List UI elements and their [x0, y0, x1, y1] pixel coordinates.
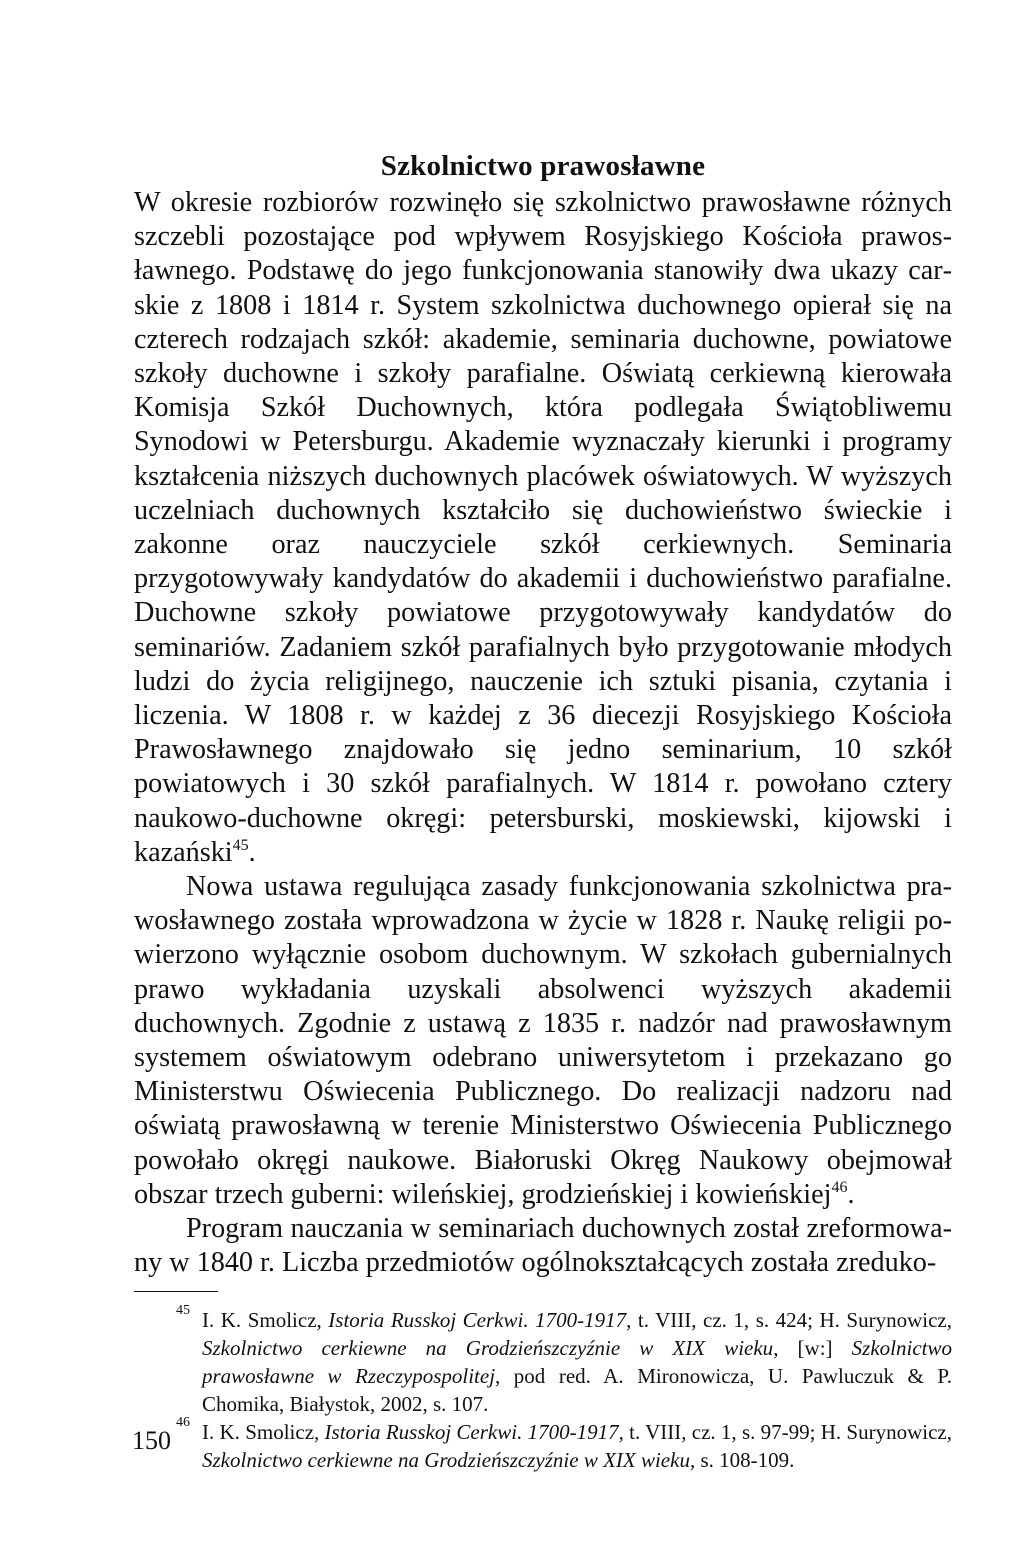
footnote-45: [134, 1302, 952, 1418]
footnote-46: [134, 1414, 952, 1474]
footnotes: [134, 1302, 952, 1474]
paragraph-3-text: Program nauczania w seminariach duchownych został zreformowany w 1840 r. Liczba przedmiotów ogólnokształcących została zreduko-: [134, 1213, 952, 1279]
footnote-ref-46: 46: [831, 1178, 848, 1196]
footnote-46-text-1: I. K. Smolicz,: [202, 1419, 325, 1444]
footnote-45-title-3: Szkolnictwo prawosławne w Rzeczypospolitej: [202, 1335, 952, 1388]
paragraph-2: Nowa ustawa regulująca zasady funkcjonowania szkolnictwa prawosławnego została wprowadzona w życie w 1828 r. Naukę religii powierzono wyłącznie osobom duchownym. W szkołach gubernialnych prawo wykładania uzyskali absolwenci wyższych akademii duchownych. Zgodnie z ustawą z 1835 r. nadzór nad prawosławnym systemem oświatowym odebrano uniwersytetom i przekazano go Ministerstwu Oświecenia Publicznego. Do realizacji nadzoru nad oświatą prawosławną w terenie Ministerstwo Oświecenia Publicznego powołało okręgi naukowe. Białoruski Okręg Naukowy obejmował obszar trzech guberni: wileńskiej, grodzieńskiej i kowieńskiej$^{46}$.: [134, 871, 952, 1210]
footnote-number: 45: [176, 1302, 190, 1318]
footnote-divider: [134, 1291, 218, 1292]
footnote-45-text-2: , t. VIII, cz. 1, s. 424; H. Surynowicz,: [626, 1307, 952, 1332]
footnote-45-title-2: Szkolnictwo cerkiewne na Grodzieńszczyźnie w XIX wieku: [202, 1335, 774, 1360]
paragraph-1: W okresie rozbiorów rozwinęło się szkolnictwo prawosławne różnych szczebli pozostające pod wpływem Rosyjskiego Kościoła prawosławnego. Podstawę do jego funkcjonowania stanowiły dwa ukazy carskie z 1808 i 1814 r. System szkolnictwa duchownego opierał się na czterech rodzajach szkół: akademie, seminaria duchowne, powiatowe szkoły duchowne i szkoły parafialne. Oświatą cerkiewną kierowała Komisja Szkół Duchownych, która podlegała Świątobliwemu Synodowi w Petersburgu. Akademie wyznaczały kierunki i programy kształcenia niższych duchownych placówek oświatowych. W wyższych uczelniach duchownych kształciło się duchowieństwo świeckie i zakonne oraz nauczyciele szkół cerkiewnych. Seminaria przygotowywały kandydatów do akademii i duchowieństwo parafialne. Duchowne szkoły powiatowe przygotowywały kandydatów do seminariów. Zadaniem szkół parafialnych było przygotowanie młodych ludzi do życia religijnego, nauczenie ich sztuki pisania, czytania i liczenia. W 1808 r. w każdej z 36 diecezji Rosyjskiego Kościoła Prawosławnego znajdowało się jedno seminarium, 10 szkół powiatowych i 30 szkół parafialnych. W 1814 r. powołano cztery naukowo-duchowne okręgi: petersburski, moskiewski, kijowski i kazański$^{45}$.: [134, 187, 952, 868]
footnote-number: 46: [176, 1414, 190, 1430]
footnote-45-text-1: I. K. Smolicz,: [202, 1307, 329, 1332]
footnote-46-title-1: Istoria Russkoj Cerkwi. 1700-1917: [324, 1419, 619, 1444]
footnote-45-text-3: , [w:]: [773, 1335, 852, 1360]
footnote-46-title-2: Szkolnictwo cerkiewne na Grodzieńszczyźnie w XIX wieku: [202, 1447, 690, 1472]
footnote-45-text-4: , pod red. A. Mironowicza, U. Pawluczuk & P. Chomika, Białystok, 2002, s. 107.: [202, 1363, 952, 1416]
section-title: Szkolnictwo prawosławne: [380, 150, 706, 182]
paragraph-3: [134, 1212, 952, 1280]
paragraph-2-text: Nowa ustawa regulująca zasady funkcjonowania szkolnictwa prawosławnego została wprowadzona w życie w 1828 r. Naukę religii powierzono wyłącznie osobom duchownym. W szkołach gubernialnych prawo wykładania uzyskali absolwenci wyższych akademii duchownych. Zgodnie z ustawą z 1835 r. nadzór nad prawosławnym systemem oświatowym odebrano uniwersytetom i przekazano go Ministerstwu Oświecenia Publicznego. Do realizacji nadzoru nad oświatą prawosławną w terenie Ministerstwo Oświecenia Publicznego powołało okręgi naukowe. Białoruski Okręg Naukowy obejmował obszar trzech guberni: wileńskiej, grodzieńskiej i kowieńskiej: [134, 871, 952, 1210]
footnote-46-text-2: , t. VIII, cz. 1, s. 97-99; H. Surynowicz,: [618, 1419, 952, 1444]
paragraph-1-text: W okresie rozbiorów rozwinęło się szkolnictwo prawosławne różnych szczebli pozostające pod wpływem Rosyjskiego Kościoła prawosławnego. Podstawę do jego funkcjonowania stanowiły dwa ukazy carskie z 1808 i 1814 r. System szkolnictwa duchownego opierał się na czterech rodzajach szkół: akademie, seminaria duchowne, powiatowe szkoły duchowne i szkoły parafialne. Oświatą cerkiewną kierowała Komisja Szkół Duchownych, która podlegała Świątobliwemu Synodowi w Petersburgu. Akademie wyznaczały kierunki i programy kształcenia niższych duchownych placówek oświatowych. W wyższych uczelniach duchownych kształciło się duchowieństwo świeckie i zakonne oraz nauczyciele szkół cerkiewnych. Seminaria przygotowywały kandydatów do akademii i duchowieństwo parafialne. Duchowne szkoły powiatowe przygotowywały kandydatów do seminariów. Zadaniem szkół parafialnych było przygotowanie młodych ludzi do życia religijnego, nauczenie ich sztuki pisania, czytania i liczenia. W 1808 r. w każdej z 36 diecezji Rosyjskiego Kościoła Prawosławnego znajdowało się jedno seminarium, 10 szkół powiatowych i 30 szkół parafialnych. W 1814 r. powołano cztery naukowo-duchowne okręgi: petersburski, moskiewski, kijowski i kazański: [134, 187, 952, 868]
footnote-45-title-1: Istoria Russkoj Cerkwi. 1700-1917: [328, 1307, 627, 1332]
footnote-ref-45: 45: [232, 836, 249, 854]
page-content: [134, 148, 952, 1474]
footnote-46-text-3: , s. 108-109.: [689, 1447, 795, 1472]
page-number: 150: [132, 1426, 171, 1455]
